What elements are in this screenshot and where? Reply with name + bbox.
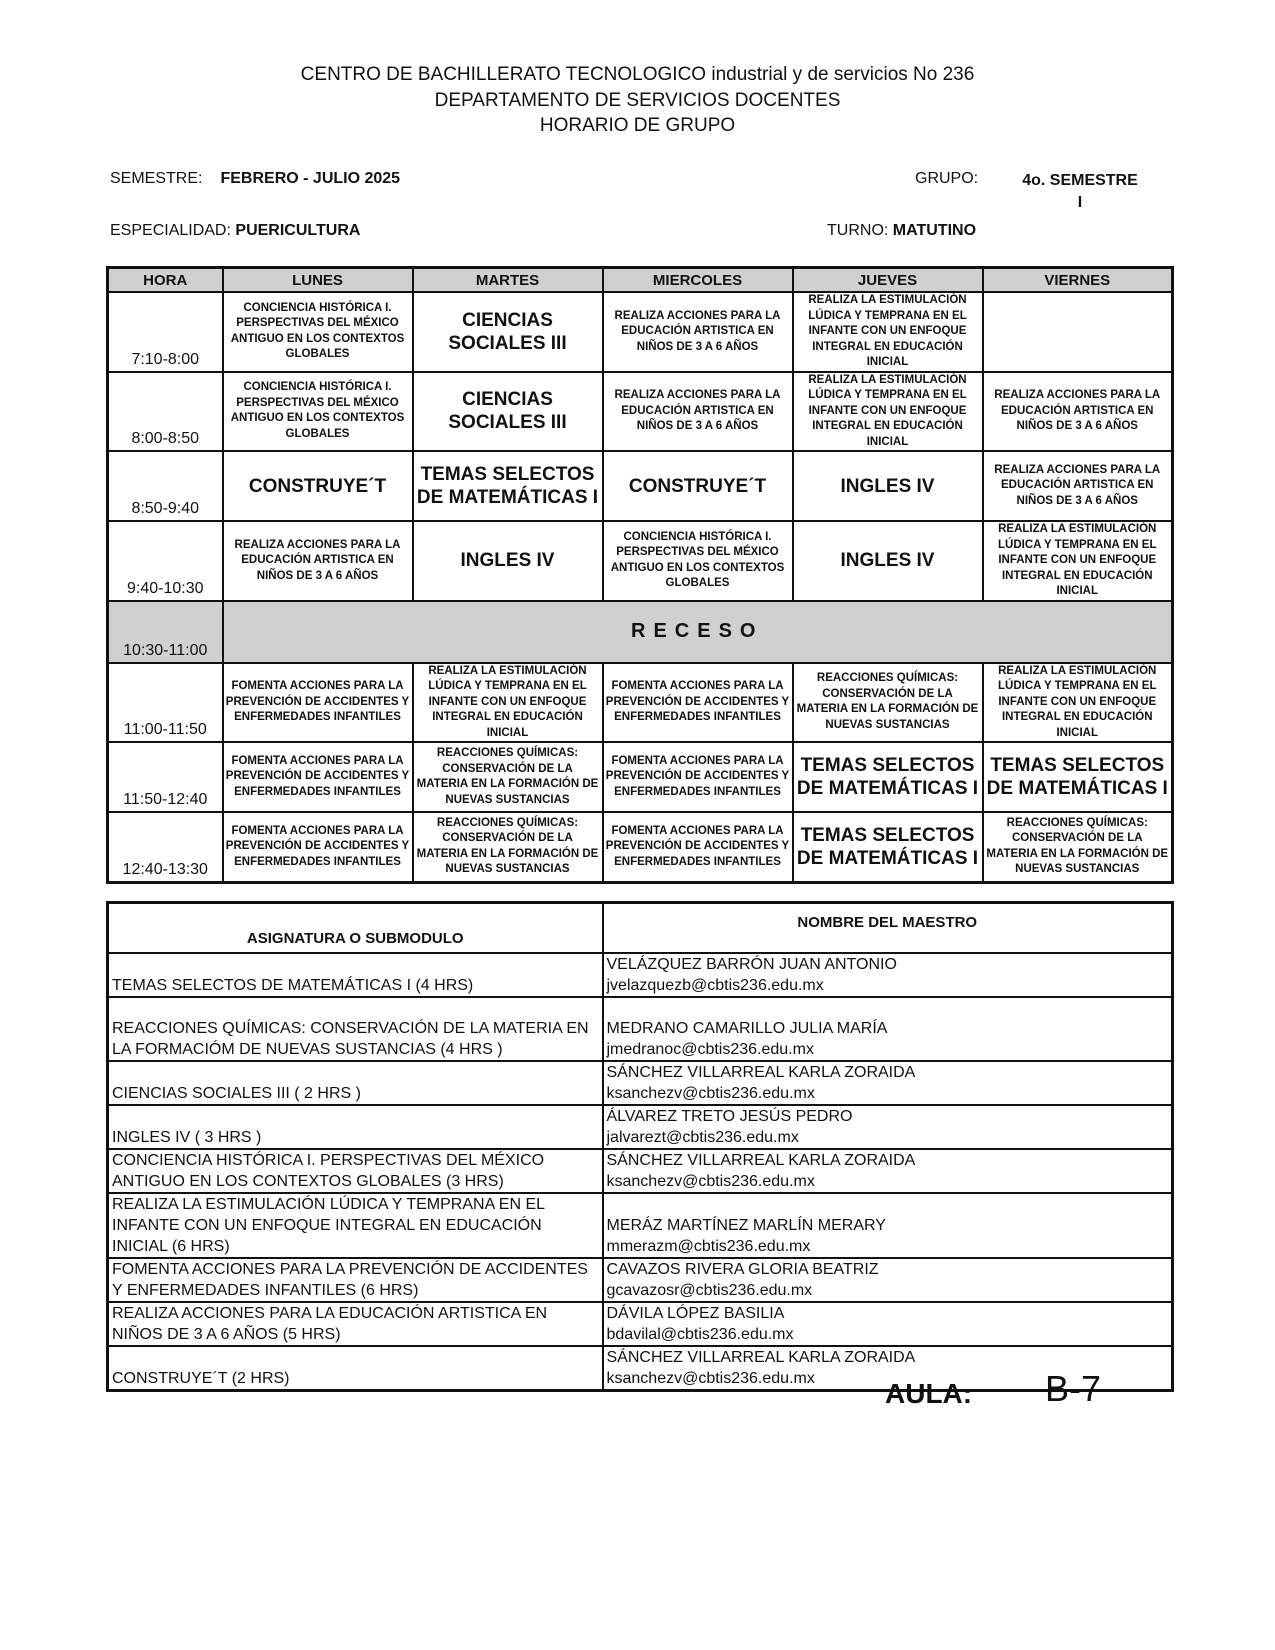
class-cell: REALIZA ACCIONES PARA LA EDUCACIÓN ARTISTICA EN NIÑOS DE 3 A 6 AÑOS — [603, 292, 793, 372]
class-cell: REALIZA LA ESTIMULACIÓN LÚDICA Y TEMPRANA EN EL INFANTE CON UN ENFOQUE INTEGRAL EN EDUCACIÓN INICIAL — [983, 663, 1173, 743]
department-name: DEPARTAMENTO DE SERVICIOS DOCENTES — [434, 90, 841, 111]
teachers-table — [106, 901, 1174, 1392]
aula-value: B-7 — [1045, 1368, 1102, 1409]
teacher-row — [108, 1193, 1173, 1258]
class-cell: REACCIONES QUÍMICAS: CONSERVACIÓN DE LA MATERIA EN LA FORMACIÓN DE NUEVAS SUSTANCIAS — [413, 742, 603, 812]
class-cell: INGLES IV — [793, 451, 983, 521]
column-header-day: VIERNES — [983, 268, 1173, 293]
schedule-row — [108, 451, 1173, 521]
schedule-table — [106, 266, 1174, 884]
subject-cell: INGLES IV ( 3 HRS ) — [108, 1105, 603, 1149]
time-slot: 8:00-8:50 — [108, 372, 223, 452]
teacher-email: jmedranoc@cbtis236.edu.mx — [606, 1041, 814, 1058]
teacher-cell — [603, 1149, 1173, 1193]
document-title: HORARIO DE GRUPO — [539, 115, 736, 136]
class-cell: REALIZA ACCIONES PARA LA EDUCACIÓN ARTISTICA EN NIÑOS DE 3 A 6 AÑOS — [983, 451, 1173, 521]
receso-row — [108, 601, 1173, 663]
teacher-name: ÁLVAREZ TRETO JESÚS PEDRO — [606, 1108, 853, 1125]
teacher-email: ksanchezv@cbtis236.edu.mx — [606, 1173, 815, 1190]
schedule-row — [108, 663, 1173, 743]
turno-label: TURNO: — [827, 222, 889, 239]
semestre-label: SEMESTRE: — [110, 170, 203, 187]
column-header-day: MIERCOLES — [603, 268, 793, 293]
semestre-value: FEBRERO - JULIO 2025 — [220, 170, 401, 187]
class-cell: CONSTRUYE´T — [603, 451, 793, 521]
teacher-email: gcavazosr@cbtis236.edu.mx — [606, 1282, 813, 1299]
aula-label: AULA: — [885, 1378, 973, 1409]
time-slot: 12:40-13:30 — [108, 812, 223, 882]
class-cell: CONCIENCIA HISTÓRICA I. PERSPECTIVAS DEL MÉXICO ANTIGUO EN LOS CONTEXTOS GLOBALES — [603, 521, 793, 601]
class-cell — [983, 292, 1173, 372]
subject-column-header: ASIGNATURA O SUBMODULO — [108, 903, 603, 954]
teacher-column-header: NOMBRE DEL MAESTRO — [603, 903, 1173, 954]
time-slot: 7:10-8:00 — [108, 292, 223, 372]
schedule-row — [108, 812, 1173, 882]
class-cell: TEMAS SELECTOS DE MATEMÁTICAS I — [983, 742, 1173, 812]
column-header-day: LUNES — [223, 268, 413, 293]
grupo-label: GRUPO: — [915, 170, 979, 187]
time-slot: 11:00-11:50 — [108, 663, 223, 743]
teacher-name: VELÁZQUEZ BARRÓN JUAN ANTONIO — [606, 956, 897, 973]
time-slot: 11:50-12:40 — [108, 742, 223, 812]
class-cell: REALIZA LA ESTIMULACIÓN LÚDICA Y TEMPRANA EN EL INFANTE CON UN ENFOQUE INTEGRAL EN EDUCACIÓN INICIAL — [793, 372, 983, 452]
teacher-row — [108, 1346, 1173, 1391]
turno-value: MATUTINO — [892, 222, 977, 239]
teacher-email: ksanchezv@cbtis236.edu.mx — [606, 1085, 815, 1102]
class-cell: FOMENTA ACCIONES PARA LA PREVENCIÓN DE ACCIDENTES Y ENFERMEDADES INFANTILES — [603, 742, 793, 812]
teachers-header-row — [108, 903, 1173, 954]
column-header-day: JUEVES — [793, 268, 983, 293]
class-cell: CONSTRUYE´T — [223, 451, 413, 521]
class-cell: FOMENTA ACCIONES PARA LA PREVENCIÓN DE ACCIDENTES Y ENFERMEDADES INFANTILES — [603, 812, 793, 882]
class-cell: INGLES IV — [413, 521, 603, 601]
especialidad-label: ESPECIALIDAD: — [110, 222, 231, 239]
teacher-row — [108, 997, 1173, 1061]
column-header-hora: HORA — [108, 268, 223, 293]
teacher-row — [108, 1061, 1173, 1105]
teacher-email: bdavilal@cbtis236.edu.mx — [606, 1326, 794, 1343]
teacher-row — [108, 1258, 1173, 1302]
subject-cell: REACCIONES QUÍMICAS: CONSERVACIÓN DE LA MATERIA EN LA FORMACIÓM DE NUEVAS SUSTANCIAS (4 HRS ) — [108, 997, 603, 1061]
especialidad-field — [110, 222, 360, 240]
teacher-row — [108, 953, 1173, 997]
teacher-name: SÁNCHEZ VILLARREAL KARLA ZORAIDA — [606, 1064, 916, 1081]
class-cell: REACCIONES QUÍMICAS: CONSERVACIÓN DE LA MATERIA EN LA FORMACIÓN DE NUEVAS SUSTANCIAS — [413, 812, 603, 882]
grupo-value — [1015, 170, 1145, 214]
teacher-email: jalvarezt@cbtis236.edu.mx — [606, 1129, 799, 1146]
schedule-header-row — [108, 268, 1173, 293]
class-cell: CONCIENCIA HISTÓRICA I. PERSPECTIVAS DEL MÉXICO ANTIGUO EN LOS CONTEXTOS GLOBALES — [223, 292, 413, 372]
subject-cell: CONSTRUYE´T (2 HRS) — [108, 1346, 603, 1391]
class-cell: REALIZA LA ESTIMULACIÓN LÚDICA Y TEMPRANA EN EL INFANTE CON UN ENFOQUE INTEGRAL EN EDUCACIÓN INICIAL — [413, 663, 603, 743]
teacher-cell — [603, 1302, 1173, 1346]
class-cell: REALIZA ACCIONES PARA LA EDUCACIÓN ARTISTICA EN NIÑOS DE 3 A 6 AÑOS — [983, 372, 1173, 452]
class-cell: FOMENTA ACCIONES PARA LA PREVENCIÓN DE ACCIDENTES Y ENFERMEDADES INFANTILES — [223, 742, 413, 812]
class-cell: FOMENTA ACCIONES PARA LA PREVENCIÓN DE ACCIDENTES Y ENFERMEDADES INFANTILES — [223, 663, 413, 743]
school-name: CENTRO DE BACHILLERATO TECNOLOGICO industrial y de servicios No 236 — [300, 64, 975, 85]
teacher-cell — [603, 997, 1173, 1061]
column-header-day: MARTES — [413, 268, 603, 293]
class-cell: REALIZA ACCIONES PARA LA EDUCACIÓN ARTISTICA EN NIÑOS DE 3 A 6 AÑOS — [603, 372, 793, 452]
class-cell: TEMAS SELECTOS DE MATEMÁTICAS I — [793, 812, 983, 882]
class-cell: REALIZA LA ESTIMULACIÓN LÚDICA Y TEMPRANA EN EL INFANTE CON UN ENFOQUE INTEGRAL EN EDUCACIÓN INICIAL — [793, 292, 983, 372]
turno-field — [827, 222, 976, 240]
teacher-name: MERÁZ MARTÍNEZ MARLÍN MERARY — [606, 1217, 886, 1234]
class-cell: CIENCIAS SOCIALES III — [413, 372, 603, 452]
teacher-cell — [603, 953, 1173, 997]
teacher-name: MEDRANO CAMARILLO JULIA MARÍA — [606, 1020, 888, 1037]
teacher-name: CAVAZOS RIVERA GLORIA BEATRIZ — [606, 1261, 879, 1278]
especialidad-value: PUERICULTURA — [235, 222, 361, 239]
grupo-value-line1: 4o. SEMESTRE — [1022, 172, 1138, 189]
teacher-name: SÁNCHEZ VILLARREAL KARLA ZORAIDA — [606, 1152, 916, 1169]
semestre-field — [110, 170, 400, 188]
teacher-row — [108, 1149, 1173, 1193]
schedule-row — [108, 372, 1173, 452]
schedule-row — [108, 292, 1173, 372]
class-cell: REACCIONES QUÍMICAS: CONSERVACIÓN DE LA MATERIA EN LA FORMACIÓN DE NUEVAS SUSTANCIAS — [983, 812, 1173, 882]
teacher-name: SÁNCHEZ VILLARREAL KARLA ZORAIDA — [606, 1349, 916, 1366]
teacher-email: jvelazquezb@cbtis236.edu.mx — [606, 977, 824, 994]
subject-cell: REALIZA ACCIONES PARA LA EDUCACIÓN ARTISTICA EN NIÑOS DE 3 A 6 AÑOS (5 HRS) — [108, 1302, 603, 1346]
teacher-row — [108, 1302, 1173, 1346]
schedule-row — [108, 521, 1173, 601]
teacher-cell — [603, 1193, 1173, 1258]
time-slot: 9:40-10:30 — [108, 521, 223, 601]
teacher-name: DÁVILA LÓPEZ BASILIA — [606, 1305, 785, 1322]
teacher-cell — [603, 1105, 1173, 1149]
class-cell: FOMENTA ACCIONES PARA LA PREVENCIÓN DE ACCIDENTES Y ENFERMEDADES INFANTILES — [603, 663, 793, 743]
subject-cell: TEMAS SELECTOS DE MATEMÁTICAS I (4 HRS) — [108, 953, 603, 997]
teacher-row — [108, 1105, 1173, 1149]
teacher-cell — [603, 1258, 1173, 1302]
class-cell: CONCIENCIA HISTÓRICA I. PERSPECTIVAS DEL MÉXICO ANTIGUO EN LOS CONTEXTOS GLOBALES — [223, 372, 413, 452]
class-cell: INGLES IV — [793, 521, 983, 601]
receso-label: RECESO — [223, 601, 1173, 663]
subject-cell: CIENCIAS SOCIALES III ( 2 HRS ) — [108, 1061, 603, 1105]
class-cell: CIENCIAS SOCIALES III — [413, 292, 603, 372]
grupo-value-line2: I — [1077, 194, 1083, 211]
subject-cell: FOMENTA ACCIONES PARA LA PREVENCIÓN DE ACCIDENTES Y ENFERMEDADES INFANTILES (6 HRS) — [108, 1258, 603, 1302]
teacher-email: mmerazm@cbtis236.edu.mx — [606, 1238, 811, 1255]
subject-cell: CONCIENCIA HISTÓRICA I. PERSPECTIVAS DEL MÉXICO ANTIGUO EN LOS CONTEXTOS GLOBALES (3 HRS) — [108, 1149, 603, 1193]
class-cell: REACCIONES QUÍMICAS: CONSERVACIÓN DE LA MATERIA EN LA FORMACIÓN DE NUEVAS SUSTANCIAS — [793, 663, 983, 743]
teacher-cell — [603, 1061, 1173, 1105]
class-cell: TEMAS SELECTOS DE MATEMÁTICAS I — [793, 742, 983, 812]
time-slot: 10:30-11:00 — [108, 601, 223, 663]
class-cell: REALIZA ACCIONES PARA LA EDUCACIÓN ARTISTICA EN NIÑOS DE 3 A 6 AÑOS — [223, 521, 413, 601]
time-slot: 8:50-9:40 — [108, 451, 223, 521]
class-cell: REALIZA LA ESTIMULACIÓN LÚDICA Y TEMPRANA EN EL INFANTE CON UN ENFOQUE INTEGRAL EN EDUCACIÓN INICIAL — [983, 521, 1173, 601]
class-cell: TEMAS SELECTOS DE MATEMÁTICAS I — [413, 451, 603, 521]
schedule-row — [108, 742, 1173, 812]
class-cell: FOMENTA ACCIONES PARA LA PREVENCIÓN DE ACCIDENTES Y ENFERMEDADES INFANTILES — [223, 812, 413, 882]
subject-cell: REALIZA LA ESTIMULACIÓN LÚDICA Y TEMPRANA EN EL INFANTE CON UN ENFOQUE INTEGRAL EN EDUCACIÓN INICIAL (6 HRS) — [108, 1193, 603, 1258]
teacher-email: ksanchezv@cbtis236.edu.mx — [606, 1370, 815, 1387]
